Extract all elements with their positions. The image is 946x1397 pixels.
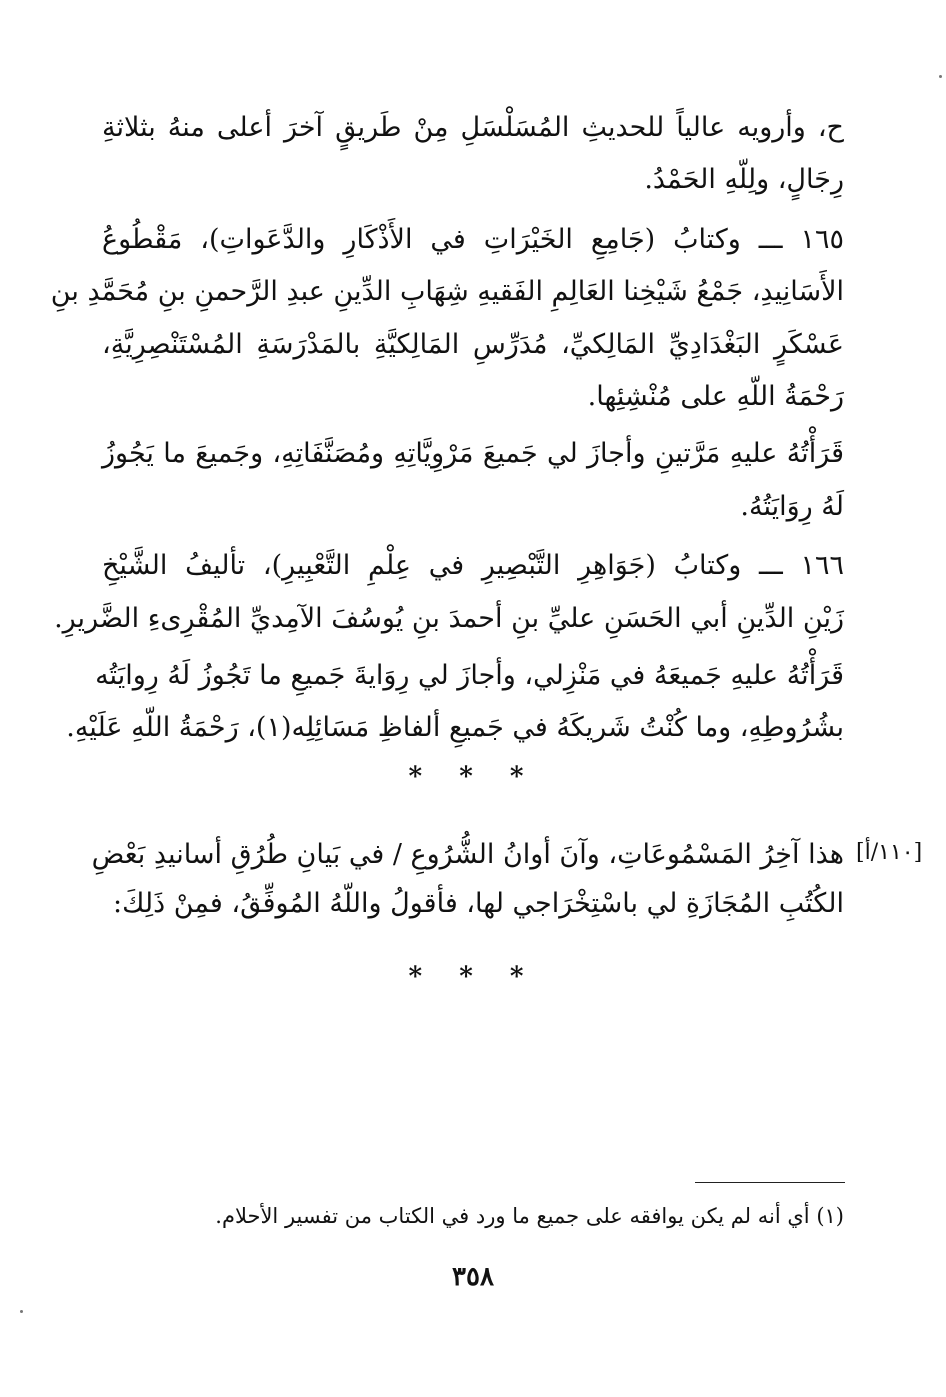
text-line-10: زَيْنِ الدِّينِ أبي الحَسَنِ عليِّ بنِ أحمدَ بنِ يُوسُفَ الآمِديِّ المُقْرِىءِ الضَّريرِ. bbox=[54, 603, 844, 634]
text-line-14: الكُتُبِ المُجَازَةِ لي باسْتِخْرَاجي لها، فأقولُ واللّهُ المُوفِّقُ، فمِنْ ذَلِكَ: bbox=[113, 888, 844, 919]
footnote: (١) أي أنه لم يكن يوافقه على جميع ما ورد في الكتاب من تفسير الأحلام. bbox=[215, 1204, 844, 1228]
margin-folio-reference: [١١٠/أ] bbox=[856, 840, 923, 865]
text-line-7: قَرَأْتُهُ عليهِ مَرَّتينِ وأجازَ لي جَميعَ مَرْوِيَّاتِهِ ومُصَنَّفَاتِهِ، وجَميعَ ما يَجُوزُ bbox=[102, 438, 844, 469]
entry-166-heading: ١٦٦ ـــ وكتابُ (جَوَاهِرِ التَّبْصِيرِ في عِلْمِ التَّعْبِيرِ)، تأليفُ الشَّيْخِ bbox=[102, 550, 844, 581]
text-line-2: رِجَالٍ، ولِلّهِ الحَمْدُ. bbox=[644, 164, 844, 195]
text-line-6: رَحْمَةُ اللّهِ على مُنْشِئِها. bbox=[587, 381, 844, 412]
scan-speck bbox=[20, 1310, 23, 1313]
text-line-13: هذا آخِرُ المَسْمُوعَاتِ، وآنَ أوانُ الشُّرُوعِ / في بَيانِ طُرُقِ أسانيدِ بَعْضِ bbox=[91, 839, 844, 870]
page-number: ٣٥٨ bbox=[452, 1262, 494, 1292]
text-line-11: قَرَأْتُهُ عليهِ جَميعَهُ في مَنْزِلي، وأجازَ لي رِوَايةَ جَميعِ ما تَجُوزُ لَهُ رِوايَتُه bbox=[95, 660, 844, 691]
text-line-8: لَهُ رِوَايَتُهُ. bbox=[740, 491, 844, 522]
section-separator: * * * bbox=[408, 762, 538, 792]
footnote-rule bbox=[695, 1182, 845, 1183]
entry-165-heading: ١٦٥ ـــ وكتابُ (جَامِعِ الخَيْرَاتِ في الأَذْكَارِ والدَّعَواتِ)، مَقْطُوعُ bbox=[102, 224, 844, 255]
scan-speck bbox=[939, 75, 942, 78]
text-line-5: عَسْكَرٍ البَغْدَادِيِّ المَالِكيِّ، مُدَرِّسِ المَالِكيَّةِ بالمَدْرَسَةِ المُسْتَنْصِرِيَّةِ، bbox=[102, 329, 844, 360]
text-line-4: الأَسَانِيدِ، جَمْعُ شَيْخِنا العَالِمِ الفَقيهِ شِهَابِ الدِّينِ عبدِ الرَّحمنِ بنِ مُحَمَّدِ بنِ bbox=[50, 276, 844, 307]
text-line-1: ح، وأرويه عالياً للحديثِ المُسَلْسَلِ مِنْ طَريقٍ آخرَ أعلى منهُ بثلاثةِ bbox=[102, 112, 844, 143]
section-separator-2: * * * bbox=[408, 962, 538, 992]
text-line-12: بشُرُوطِهِ، وما كُنْتُ شَريكَهُ في جَميعِ ألفاظِ مَسَائِلِه(١)، رَحْمَةُ اللّهِ عَلَيْهِ. bbox=[66, 712, 844, 743]
